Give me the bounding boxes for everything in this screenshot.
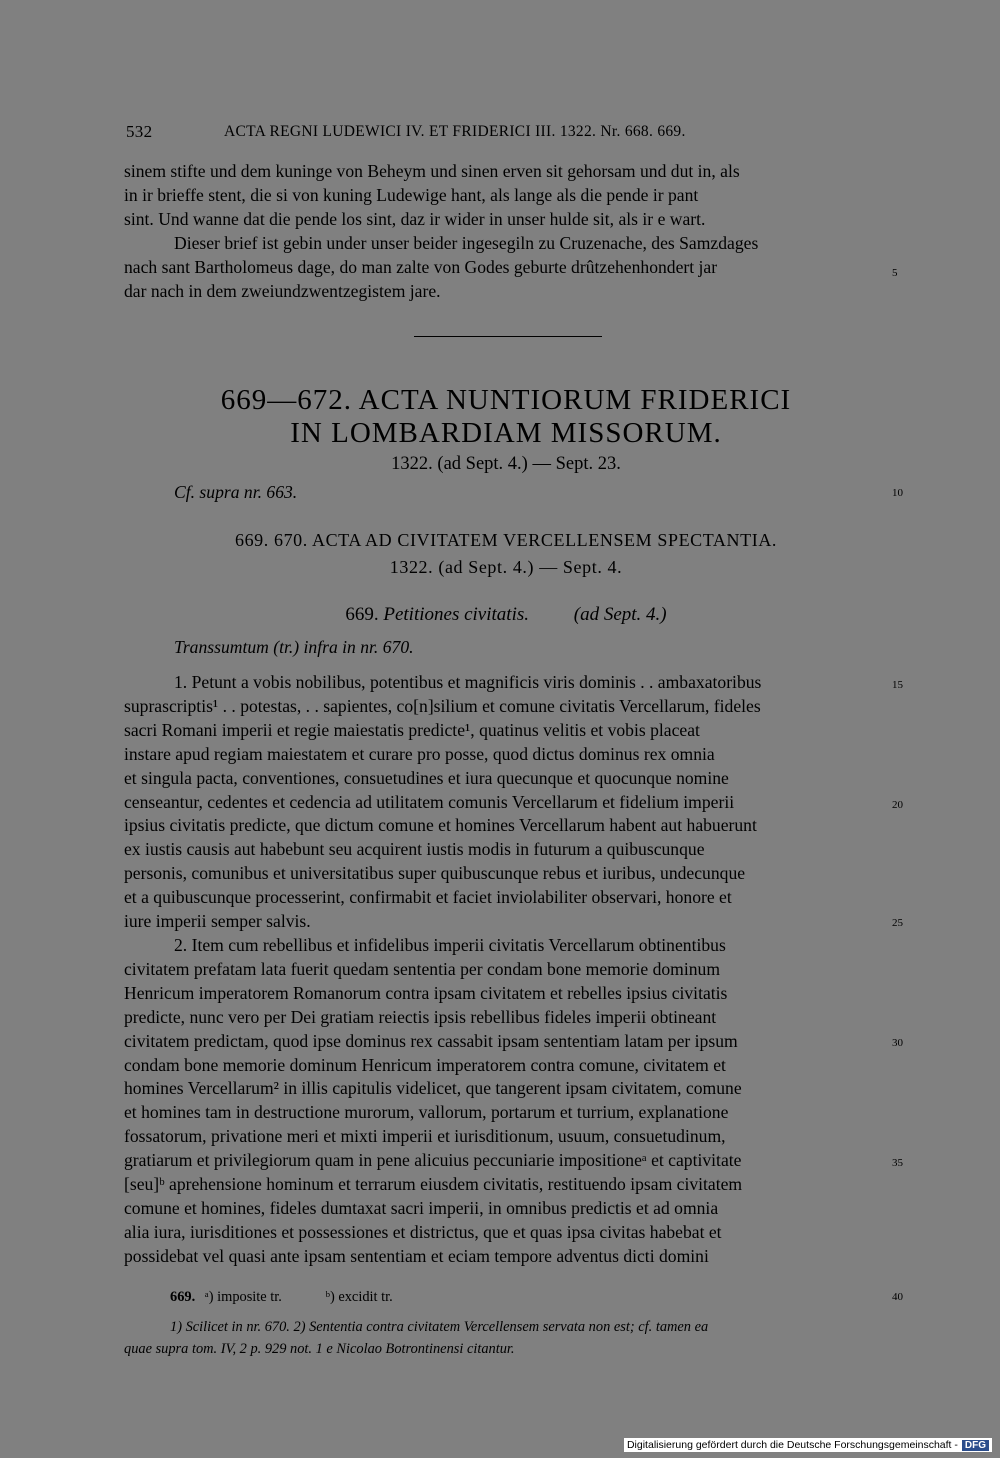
text-line: predicte, nunc vero per Dei gratiam reiectis ipsis rebellibus fideles imperii obtineant (124, 1006, 717, 1027)
text-line: possidebat vel quasi ante ipsam sententiam et eciam tempore adventus dicti domini (124, 1245, 709, 1266)
footnotes (124, 1316, 888, 1360)
apparatus-note-a: ᵃ) imposite tr. (204, 1289, 282, 1305)
text-line: instare apud regiam maiestatem et curare pro posse, quod dictus dominus rex omnia (124, 743, 715, 764)
section-title: 669—672. ACTA NUNTIORUM FRIDERICI IN LOMBARDIAM MISSORUM. (220, 384, 792, 449)
line-number: 5 (892, 267, 898, 279)
section-divider (414, 336, 602, 337)
subsection-title: 669. 670. ACTA AD CIVITATEM VERCELLENSEM SPECTANTIA. (234, 530, 778, 550)
document-title: Petitiones civitatis. (383, 604, 529, 625)
line-number: 15 (892, 679, 903, 691)
text-line: et homines tam in destructione murorum, vallorum, portarum et turrium, explanatione (124, 1102, 729, 1123)
line-number: 25 (892, 917, 903, 929)
text-line: ex iustis causis aut habebunt seu acquirent iustis modis in futurum a quibuscunque (124, 839, 705, 860)
cf-reference: Cf. supra nr. 663. (174, 482, 298, 502)
text-line: ipsius civitatis predicte, que dictum comune et homines Vercellarum habent aut habuerunt (124, 815, 757, 836)
text-line: homines Vercellarum² in illis capitulis videlicet, que tangerent ipsam civitatem, comune (124, 1078, 742, 1099)
text-line: comune et homines, fideles dumtaxat sacri imperii, in omnibus predictis et ad omnia (124, 1197, 719, 1218)
apparatus-note-b: ᵇ) excidit tr. (325, 1289, 393, 1305)
text-line: [seu]ᵇ aprehensione hominum et terrarum eiusdem civitatis, restituendo ipsam civitatem (124, 1174, 743, 1195)
line-number: 40 (892, 1291, 903, 1303)
text-line: sint. Und wanne dat die pende los sint, daz ir wider in unser hulde sit, als ir e wart. (124, 208, 706, 229)
text-line: civitatem prefatam lata fuerit quedam sententia per condam bone memorie dominum (124, 958, 721, 979)
section-date: 1322. (ad Sept. 4.) — Sept. 23. (391, 454, 621, 474)
text-line: gratiarum et privilegiorum quam in pene alicuius peccuniarie impositioneᵃ et captivitate (124, 1150, 742, 1171)
top-text (124, 160, 888, 303)
text-line: Henricum imperatorem Romanorum contra ipsam civitatem et rebelles ipsius civitatis (124, 982, 728, 1003)
dfg-logo: DFG (962, 1440, 989, 1451)
text-line: iure imperii semper salvis. (124, 911, 311, 932)
line-number: 20 (892, 799, 903, 811)
funding-text: Digitalisierung gefördert durch die Deutsche Forschungsgemeinschaft - (626, 1439, 958, 1451)
subsection-date: 1322. (ad Sept. 4.) — Sept. 4. (389, 557, 623, 577)
text-line: 1. Petunt a vobis nobilibus, potentibus et magnificis viris dominis . . ambaxatoribus (174, 672, 762, 692)
page-number: 532 (126, 122, 153, 141)
transsumtum-note: Transsumtum (tr.) infra in nr. 670. (174, 637, 414, 657)
document-heading (124, 604, 888, 626)
text-line: condam bone memorie dominum Henricum imperatorem contra comune, civitatem et (124, 1054, 726, 1075)
line-number: 35 (892, 1157, 903, 1169)
critical-apparatus (170, 1286, 870, 1308)
text-line: alia iura, iurisditiones et possessiones et districtus, que et quas ipsa civitas habebat et (124, 1221, 722, 1242)
text-line: in ir brieffe stent, die si von kuning Ludewige hant, als lange als die pende ir pant (124, 184, 699, 205)
running-title: ACTA REGNI LUDEWICI IV. ET FRIDERICI III. 1322. Nr. 668. 669. (224, 123, 686, 140)
document-number: 669. (345, 604, 379, 625)
body-paragraph-1 (124, 671, 888, 1269)
text-line: personis, comunibus et universitatibus super quibuscunque rebus et iuribus, undecunque (124, 863, 746, 884)
text-line: sacri Romani imperii et regie maiestatis predicte¹, quatinus velitis et vobis placeat (124, 719, 700, 740)
line-number: 10 (892, 487, 903, 499)
text-line: Dieser brief ist gebin under unser beider ingesegiln zu Cruzenache, des Samzdages (174, 232, 759, 253)
document-date: (ad Sept. 4.) (573, 604, 667, 625)
apparatus-label: 669. (170, 1289, 196, 1305)
text-line: et a quibuscunque processerint, confirmabit et faciet inviolabiliter observari, honore et (124, 887, 732, 908)
funding-banner (624, 1438, 992, 1452)
text-line: 2. Item cum rebellibus et infidelibus imperii civitatis Vercellarum obtinentibus (174, 934, 726, 955)
text-line: dar nach in dem zweiundzwentzegistem jare. (124, 280, 441, 301)
footnote-line: 1) Scilicet in nr. 670. 2) Sententia contra civitatem Vercellensem servata non est; cf. tamen ea (170, 1319, 709, 1335)
text-line: fossatorum, privatione meri et mixti imperii et iurisditionum, usuum, consuetudinum, (124, 1126, 726, 1147)
text-line: et singula pacta, conventiones, consuetudines et iura quecunque et quocunque nomine (124, 767, 729, 788)
text-line: suprascriptis¹ . . potestas, . . sapientes, co[n]silium et comune civitatis Vercellarum, fideles (124, 695, 761, 716)
text-line: civitatem predictam, quod ipse dominus rex cassabit ipsam sententiam latam per ipsum (124, 1030, 738, 1051)
line-number: 30 (892, 1037, 903, 1049)
footnote-line: quae supra tom. IV, 2 p. 929 not. 1 e Nicolao Botrontinensi citantur. (124, 1341, 515, 1357)
text-line: nach sant Bartholomeus dage, do man zalte von Godes geburte drûtzehenhondert jar (124, 256, 718, 277)
text-line: sinem stifte und dem kuninge von Beheym und sinen erven sit gehorsam und dut in, als (124, 161, 740, 181)
text-line: censeantur, cedentes et cedencia ad utilitatem comunis Vercellarum et fidelium imperii (124, 791, 735, 812)
